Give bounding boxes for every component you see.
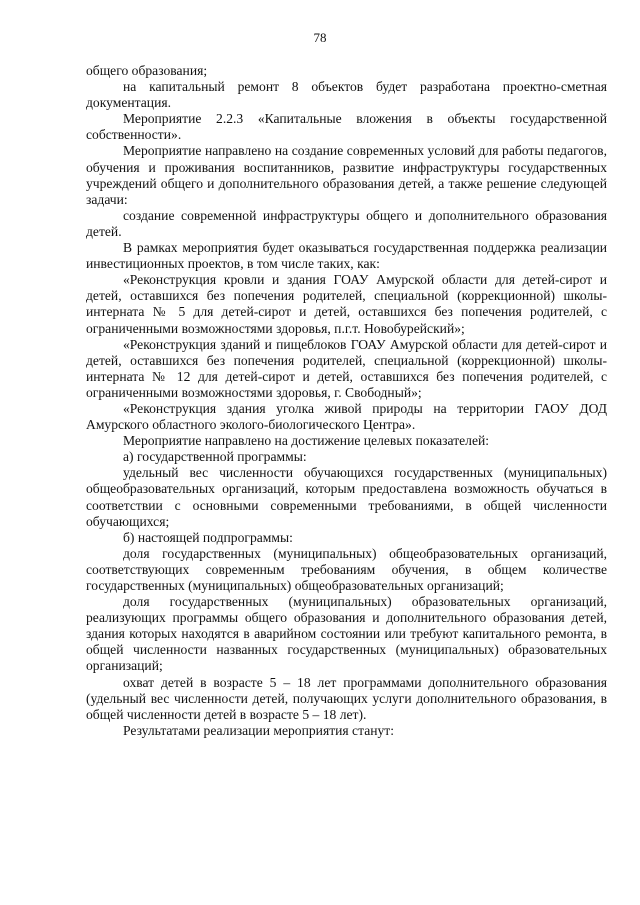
paragraph: доля государственных (муниципальных) общеобразовательных организаций, соответствующих современным требованиям обучения, в общем количестве государственных (муниципальных) общеобразовательных организаций; <box>86 545 607 593</box>
paragraph: удельный вес численности обучающихся государственных (муниципальных) общеобразовательных организаций, которым предоставлена возможность обучаться в соответствии с основными современными требованиями, в общей численности обучающихся; <box>86 465 607 529</box>
paragraph: общего образования; <box>86 63 208 78</box>
paragraph: б) настоящей подпрограммы: <box>123 529 293 545</box>
paragraph: В рамках мероприятия будет оказываться государственная поддержка реализации инвестиционных проектов, в том числе таких, как: <box>86 240 607 272</box>
paragraph: «Реконструкция кровли и здания ГОАУ Амурской области для детей-сирот и детей, оставшихся без попечения родителей, специальной (коррекционной) школы-интерната № 5 для детей-сирот и детей, оставшихся без попечения родителей, с ограниченными возможностями здоровья, п.г.т. Новобурейский»; <box>86 272 607 336</box>
paragraph: охват детей в возрасте 5 – 18 лет программами дополнительного образования (удельный вес численности детей, получающих услуги дополнительного образования, в общей численности детей в возрасте 5 – 18 лет). <box>86 674 607 722</box>
paragraph: «Реконструкция здания уголка живой природы на территории ГАОУ ДОД Амурского областного эколого-биологического Центра». <box>86 400 607 433</box>
paragraph: создание современной инфраструктуры общего и дополнительного образования детей. <box>86 207 607 239</box>
paragraph: доля государственных (муниципальных) образовательных организаций, реализующих программы общего образования и дополнительного образования детей, здания которых находятся в аварийном состоянии или требуют капитального ремонта, в общей численности названных государственных (муниципальных) образовательных организаций; <box>86 594 607 674</box>
paragraph: Мероприятие направлено на создание современных условий для работы педагогов, обучения и проживания воспитанников, развитие инфраструктуры государственных учреждений общего и дополнительного образования детей, а также решение следующей задачи: <box>86 143 607 207</box>
paragraph: Мероприятие 2.2.3 «Капитальные вложения в объекты государственной собственности». <box>86 111 607 143</box>
page-number: 78 <box>313 30 327 45</box>
paragraph: на капитальный ремонт 8 объектов будет разработана проектно-сметная документация. <box>86 79 607 111</box>
document-body <box>86 63 607 739</box>
paragraph: а) государственной программы: <box>123 449 307 465</box>
paragraph: «Реконструкция зданий и пищеблоков ГОАУ Амурской области для детей-сирот и детей, оставшихся без попечения родителей, специальной (коррекционной) школы-интерната № 12 для детей-сирот и детей, оставшихся без попечения родителей, с ограниченными возможностями здоровья, г. Свободный»; <box>86 336 607 400</box>
paragraph: Мероприятие направлено на достижение целевых показателей: <box>123 433 490 449</box>
paragraph: Результатами реализации мероприятия станут: <box>123 722 395 738</box>
